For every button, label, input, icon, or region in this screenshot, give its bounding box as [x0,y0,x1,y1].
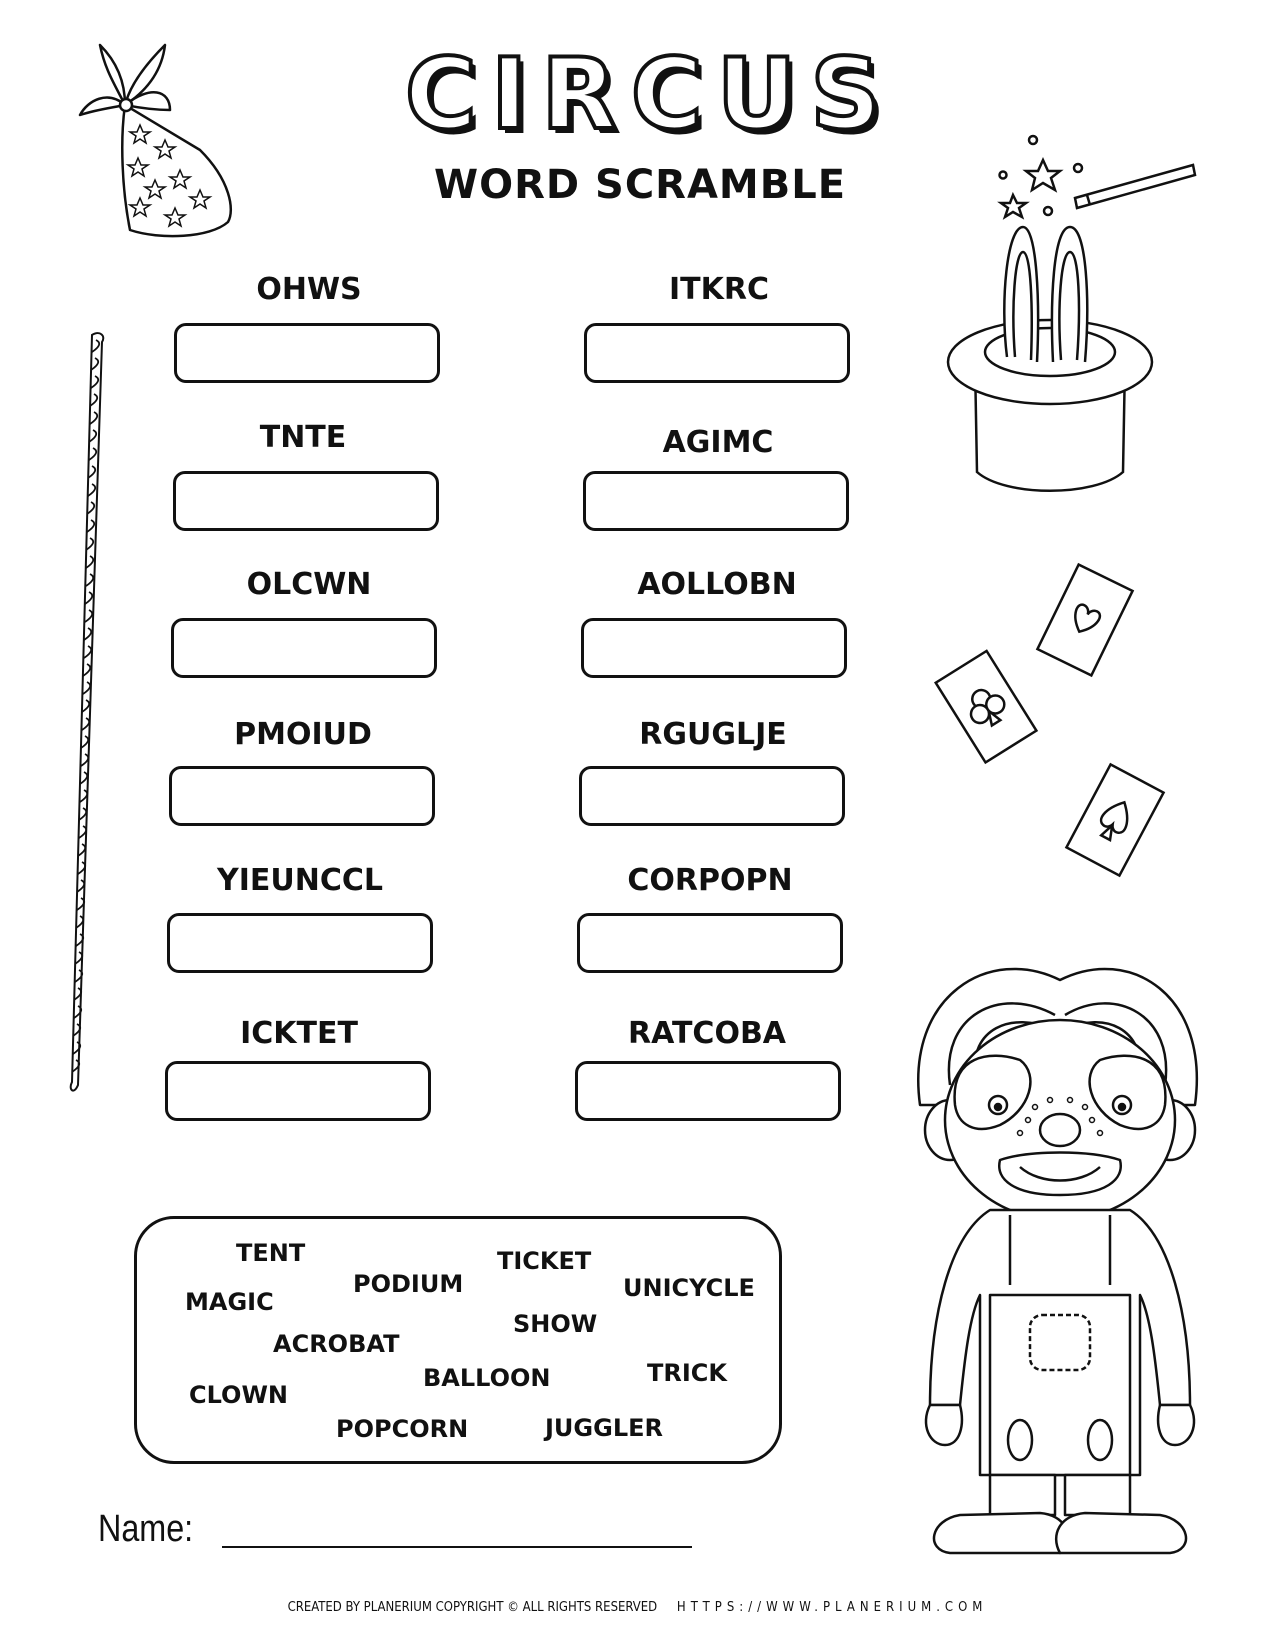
word-bank-item: TICKET [497,1247,592,1275]
scrambled-word-3: TNTE [259,420,347,455]
rope-icon [70,330,110,1100]
answer-box-6[interactable] [581,618,847,678]
answer-box-3[interactable] [173,471,439,531]
scrambled-word-10: CORPOPN [627,863,793,898]
word-bank-item: MAGIC [185,1288,274,1316]
word-bank-item: BALLOON [423,1364,551,1392]
magic-wand-icon [995,130,1205,230]
scrambled-word-9: YIEUNCCL [217,863,383,898]
footer-url[interactable]: HTTPS://WWW.PLANERIUM.COM [676,1600,988,1615]
answer-box-1[interactable] [174,323,440,383]
answer-box-7[interactable] [169,766,435,826]
footer-credit: CREATED BY PLANERIUM COPYRIGHT © ALL RIGHTS RESERVED [287,1600,658,1615]
party-hat-icon [70,40,250,240]
scrambled-word-4: AGIMC [662,425,774,460]
scrambled-word-8: RGUGLJE [639,717,787,752]
answer-box-2[interactable] [584,323,850,383]
spade-card-icon [1065,760,1165,880]
word-bank-item: TRICK [647,1359,727,1387]
word-bank-item: UNICYCLE [623,1274,755,1302]
answer-box-4[interactable] [583,471,849,531]
page-title: CIRCUS [405,38,895,152]
answer-box-12[interactable] [575,1061,841,1121]
answer-box-11[interactable] [165,1061,431,1121]
answer-box-8[interactable] [579,766,845,826]
word-bank-item: PODIUM [353,1270,464,1298]
answer-box-5[interactable] [171,618,437,678]
clown-icon [890,935,1230,1555]
scrambled-word-2: ITKRC [669,272,769,307]
word-bank-item: JUGGLER [545,1414,663,1442]
page-subtitle: WORD SCRAMBLE [433,162,847,208]
word-bank-item: POPCORN [336,1415,469,1443]
club-card-icon [930,650,1040,760]
scrambled-word-1: OHWS [256,272,362,307]
word-bank-item: SHOW [513,1310,598,1338]
name-label: Name: [98,1508,194,1550]
footer [0,1600,1275,1615]
word-bank-item: TENT [236,1239,306,1267]
word-bank-item: CLOWN [189,1381,289,1409]
answer-box-10[interactable] [577,913,843,973]
word-bank-item: ACROBAT [273,1330,400,1358]
name-input-line[interactable] [222,1546,692,1548]
scrambled-word-5: OLCWN [246,567,372,602]
scrambled-word-7: PMOIUD [234,717,372,752]
top-hat-rabbit-icon [945,222,1155,507]
scrambled-word-12: RATCOBA [627,1016,787,1051]
heart-card-icon [1040,565,1130,675]
scrambled-word-11: ICKTET [240,1016,358,1051]
scrambled-word-6: AOLLOBN [637,567,797,602]
answer-box-9[interactable] [167,913,433,973]
